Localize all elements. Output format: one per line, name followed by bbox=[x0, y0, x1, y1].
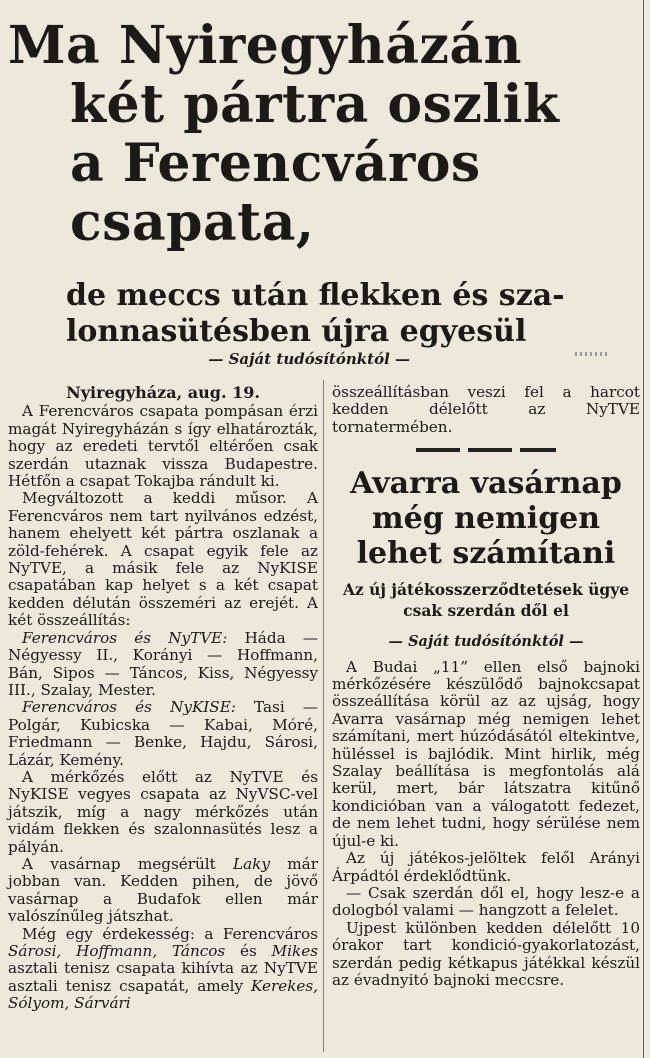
paragraph: A mérkőzés előtt az NyTVE és NyKISE vegyes csapata az NyVSC-vel játszik, míg a nagy mérkőzés után vidám flekken és szalonnasütés lesz a pályán. bbox=[8, 767, 318, 856]
team-lineup-1 bbox=[8, 630, 318, 700]
paragraph: A Budai „11” ellen első bajnoki mérkőzésére készülődő bajnokcsapat összeállítása körül az az ujság, hogy Avarra vasárnap még nemigen lehet számítani, mert húzódásától eltekintve, hüléssel is bajlódik. Mint hirlik, még Szalay beállítása is megfontolás alá kerül, mert, bár látszatra kitűnő kondicióban van a válogatott fedezet, de nem lehet tudni, hogy sérülése nem újul-e ki. bbox=[332, 657, 640, 850]
team-players: Tasi — Polgár, Kubicska — Kabai, Móré, Friedmann — Benke, Hajdu, Sárosi, Lázár, Kemény. bbox=[8, 698, 319, 769]
decorative-dots bbox=[575, 352, 609, 356]
subheadline-line-2: lonnasütésben újra egyesül bbox=[66, 314, 527, 349]
article2-headline-line: lehet számítani bbox=[356, 536, 616, 572]
byline: — Saját tudósítónktól — bbox=[208, 350, 410, 368]
player-names: Sárosi, Hoffmann, Táncos bbox=[8, 942, 226, 960]
headline-line-4: csapata, bbox=[70, 192, 315, 253]
paragraph: Megváltozott a keddi műsor. A Ferencváros nem tart nyilvános edzést, hanem ehelyett két pártra oszlanak a zöld-fehérek. A csapat egyik fele az NyTVE, a másik fele az NyKISE csapatában kap helyet s a két csapat kedden délután összeméri az erejét. A két összeállítás: bbox=[8, 489, 318, 630]
article-continuation: összeállításban veszi fel a harcot kedden délelőtt az NyTVE tornatermében. bbox=[332, 383, 640, 436]
text-run: és bbox=[240, 942, 257, 960]
paragraph: Az új játékos-jelöltek felől Arányi Árpádtól érdeklődtünk. bbox=[332, 849, 640, 885]
section-separator bbox=[416, 448, 556, 452]
paragraph: Ujpest különben kedden délelőtt 10 órakor tart kondició-gyakorlatozást, szerdán pedig kétkapus játékkal készül az évadnyitó bajnoki meccsre. bbox=[332, 918, 640, 989]
player-names: Kerekes, Sólyom, Sárvári bbox=[8, 976, 319, 1013]
article2-byline: — Saját tudósítónktól — bbox=[388, 633, 584, 651]
article2-subheadline: Az új játékosszerződtetések ügye csak szerdán dől el bbox=[342, 580, 630, 621]
text-run: A vasárnap megsérült bbox=[22, 854, 216, 873]
article2-headline-line: még nemigen bbox=[371, 501, 601, 537]
headline-line-2: két pártra oszlik bbox=[70, 74, 560, 135]
text-run: asztali tenisz csapata kihívta az NyTVE asztali tenisz csapatát, amely bbox=[8, 959, 318, 995]
column-divider bbox=[323, 380, 324, 1052]
right-column bbox=[332, 384, 640, 989]
team-players: Háda — Négyessy II., Korányi — Hoffmann, Bán, Sipos — Táncos, Kiss, Négyessy III., Szalay, Mester. bbox=[8, 628, 319, 699]
article2-headline-line: Avarra vasárnap bbox=[350, 466, 622, 502]
paragraph: — Csak szerdán dől el, hogy lesz-e a dologból valami — hangzott a felelet. bbox=[332, 883, 640, 920]
left-column bbox=[8, 384, 318, 1013]
headline-line-1: Ma Nyiregyházán bbox=[8, 15, 522, 76]
team-label: Ferencváros és NyKISE: bbox=[22, 698, 236, 717]
dateline: Nyiregyháza, aug. 19. bbox=[66, 383, 260, 402]
subheadline-line-1: de meccs után flekken és sza- bbox=[66, 278, 565, 313]
subheadline bbox=[66, 278, 636, 350]
player-name: Laky bbox=[233, 854, 270, 873]
article2-headline bbox=[332, 466, 640, 571]
headline-line-3: a Ferencváros bbox=[70, 133, 481, 194]
main-headline bbox=[8, 16, 628, 252]
paragraph bbox=[8, 856, 318, 926]
player-name: Mikes bbox=[271, 942, 319, 960]
paragraph: A Ferencváros csapata pompásan érzi magát Nyiregyházán s így elhatározták, hogy az eredeti tervtől eltérően csak szerdán utaznak vissza Budapestre. Hétfőn a csapat Tokajba rándult ki. bbox=[8, 402, 318, 491]
team-lineup-2 bbox=[8, 699, 318, 769]
paragraph bbox=[8, 926, 318, 1013]
team-label: Ferencváros és NyTVE: bbox=[22, 628, 228, 647]
text-run: már jobban van. Kedden pihen, de jövő vasárnap a Budafok ellen már valószínűleg játszhat. bbox=[8, 854, 318, 926]
page-edge-rule bbox=[643, 0, 644, 1058]
text-run: Még egy érdekesség: a Ferencváros bbox=[22, 924, 318, 943]
